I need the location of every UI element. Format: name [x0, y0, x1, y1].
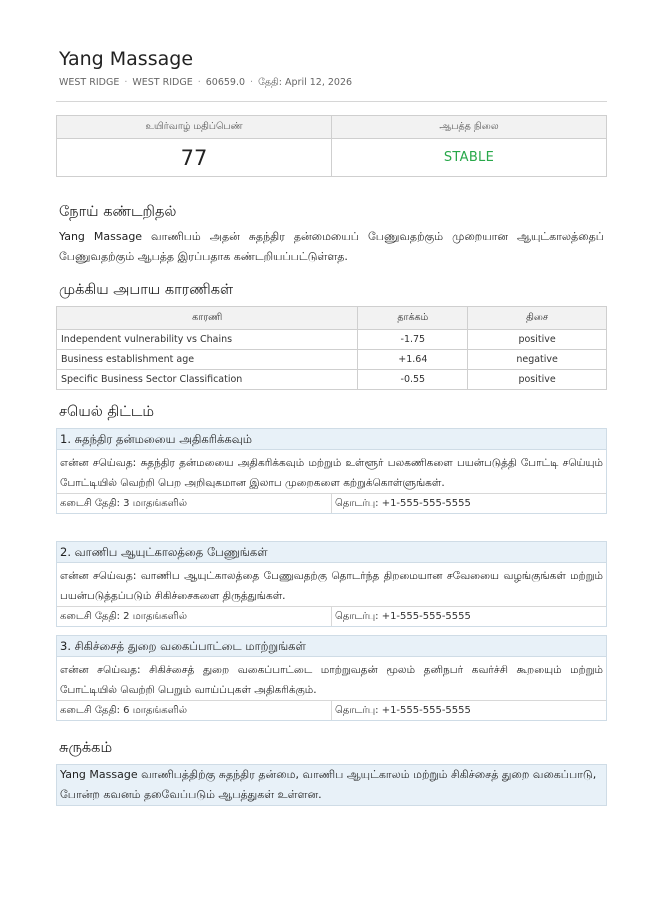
risk-factors-table — [56, 306, 607, 390]
direction-cell: negative — [468, 350, 607, 370]
meta-separator: · — [124, 77, 128, 88]
action-item-contact: தொடர்பு: +1-555-555-5555 — [331, 494, 606, 513]
meta-separator: · — [197, 77, 201, 88]
score-table — [56, 115, 607, 177]
summary-heading: சுருக்கம் — [59, 740, 113, 756]
action-item-title: 2. வாணிப ஆயுட்காலத்தை பேணுங்கள் — [57, 542, 606, 563]
summary-box: Yang Massage வாணிபத்திற்கு சுதந்திர தன்மை, வாணிப ஆயுட்காலம் மற்றும் சிகிச்சைத் துறை வகைப்பாடு, போன்ற கவனம் தவேைப்படும் ஆபத்துகள் உள்ளன. — [56, 764, 607, 806]
action-item-1 — [56, 428, 607, 514]
direction-cell: positive — [468, 330, 607, 350]
table-header-row — [57, 307, 607, 330]
risk-level-cell — [331, 116, 606, 176]
column-header-impact: தாக்கம் — [358, 307, 468, 330]
meta-line — [59, 77, 352, 89]
risk-level-value: STABLE — [443, 150, 495, 165]
factor-cell: Specific Business Sector Classification — [57, 370, 358, 390]
survival-score-label: உயிர்வாழ் மதிப்பெண் — [57, 116, 331, 139]
action-item-contact: தொடர்பு: +1-555-555-5555 — [331, 701, 606, 720]
action-item-contact: தொடர்பு: +1-555-555-5555 — [331, 607, 606, 626]
column-header-factor: காரணி — [57, 307, 358, 330]
impact-cell: -1.75 — [358, 330, 468, 350]
factor-cell: Business establishment age — [57, 350, 358, 370]
risk-level-label: ஆபத்த நிலை — [332, 116, 606, 139]
meta-city: WEST RIDGE — [59, 77, 120, 88]
table-row — [57, 370, 607, 390]
meta-date: தேதி: April 12, 2026 — [258, 77, 353, 88]
action-item-deadline: கடைசி தேதி: 3 மாதங்களில் — [60, 498, 188, 509]
meta-area: WEST RIDGE — [132, 77, 193, 88]
table-row — [57, 350, 607, 370]
diagnosis-heading: நோய் கண்டறிதல் — [59, 204, 177, 220]
meta-code: 60659.0 — [205, 77, 246, 88]
direction-cell: positive — [468, 370, 607, 390]
action-item-title: 1. சுதந்திர தன்மயைை அதிகரிக்கவும் — [57, 429, 606, 450]
action-item-body: என்ன சயெ்வத: சிகிச்சைத் துறை வகைப்பாட்டை மாற்றுவதன் மூலம் தனிநபர் கவர்ச்சி கூறயைும் மற்றும் போட்டியில் வெற்றி பெறும் வாய்ப்புகள் அதிகரிக்கும். — [60, 664, 603, 696]
action-item-body: என்ன சயெ்வத: வாணிப ஆயுட்காலத்தை பேணுவதற்கு தொடர்ந்த திறமையான சவேயைை வழங்குங்கள் மற்றும் பயன்படுத்தப்படும் சிகிச்சைகளை திருத்துங்கள். — [60, 570, 603, 602]
action-item-2 — [56, 541, 607, 627]
diagnosis-text: Yang Massage வாணிபம் அதன் சுதந்திர தன்மையைப் பேணுவதற்கும் முறையான ஆயுட்காலத்தைப் பேணுவதற்கும் ஆபத்த இரப்பதாக கண்டறியப்பட்டுள்ளத. — [59, 230, 604, 263]
survival-score-value: 77 — [180, 145, 208, 170]
action-item-deadline: கடைசி தேதி: 6 மாதங்களில் — [60, 705, 188, 716]
meta-separator: · — [250, 77, 254, 88]
factor-cell: Independent vulnerability vs Chains — [57, 330, 358, 350]
header-divider — [56, 101, 607, 102]
page-title: Yang Massage — [59, 48, 194, 70]
action-plan-heading: சயெல் திட்டம் — [59, 404, 155, 420]
action-item-title: 3. சிகிச்சைத் துறை வகைப்பாட்டை மாற்றுங்கள் — [57, 636, 606, 657]
column-header-direction: திசை — [468, 307, 607, 330]
impact-cell: +1.64 — [358, 350, 468, 370]
table-row — [57, 330, 607, 350]
action-item-deadline: கடைசி தேதி: 2 மாதங்களில் — [60, 611, 188, 622]
action-item-3 — [56, 635, 607, 721]
action-item-body: என்ன சயெ்வத: சுதந்திர தன்மயைை அதிகரிக்கவும் மற்றும் உள்ளூர் பலகணிகளை பயன்படுத்தி போட்டி சயெ்யும் போட்டியில் வெற்றி பெற அறிவுகமான இலாப முறைகளை கற்றுக்கொள்ளுங்கள். — [60, 457, 603, 489]
survival-score-cell — [57, 116, 331, 176]
risk-factors-heading: முக்கிய அபாய காரணிகள் — [59, 282, 234, 298]
impact-cell: -0.55 — [358, 370, 468, 390]
